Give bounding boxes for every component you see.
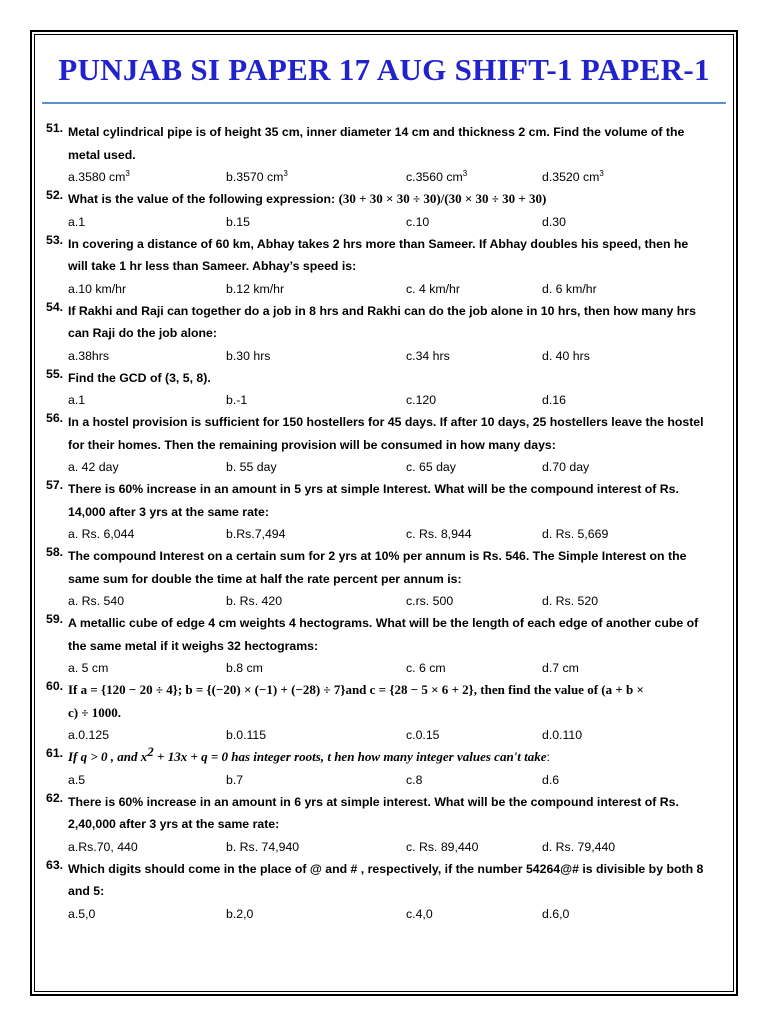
option-a[interactable]: a. Rs. 6,044 — [68, 527, 135, 541]
question-text: and 5: — [68, 884, 105, 898]
question-text: Find the GCD of (3, 5, 8). — [68, 370, 211, 385]
option-c[interactable]: c.3560 $cm^3$ — [406, 168, 468, 184]
options-53 — [68, 278, 730, 300]
question-text: can Raji do the job alone: — [68, 326, 217, 340]
option-a[interactable]: a.5 — [68, 772, 86, 787]
option-b[interactable]: b.7 — [226, 772, 244, 787]
question-text: will take 1 hr less than Sameer. Abhay’s speed is: — [68, 259, 357, 273]
option-a[interactable]: a.1 — [68, 393, 86, 407]
question-number: 53. — [46, 232, 64, 247]
option-b[interactable]: b.15 — [226, 214, 250, 229]
option-d[interactable]: d. 40 hrs — [542, 348, 590, 363]
question-number: 57. — [46, 478, 64, 492]
question-52 — [46, 188, 730, 211]
question-text: There is 60% increase in an amount in 5 yrs at simple Interest. What will be the compound interest of Rs. — [68, 482, 679, 496]
option-a[interactable]: a.1 — [68, 214, 86, 229]
option-b[interactable]: b.0.115 — [226, 728, 267, 742]
option-d[interactable]: d. Rs. 520 — [542, 594, 599, 608]
option-c[interactable]: c.4,0 — [406, 906, 433, 921]
question-number: 52. — [46, 188, 64, 202]
options-60 — [68, 724, 730, 746]
option-d[interactable]: d.3520 $cm^3$ — [542, 168, 604, 184]
question-55 — [46, 367, 730, 390]
question-text: If a = {120 − 20 ÷ 4}; b = {(−20) × (−1) + (−28) ÷ 7}and c = {28 − 5 × 6 + 2}, then find the value of (a + b × — [68, 682, 644, 697]
question-number: 58. — [46, 545, 64, 559]
options-59 — [68, 657, 730, 679]
question-number: 60. — [46, 679, 64, 693]
option-c[interactable]: c. 65 day — [406, 460, 456, 474]
question-text: Metal cylindrical pipe is of height 35 cm, inner diameter 14 cm and thickness 2 cm. Find the volume of the — [68, 125, 685, 139]
option-c[interactable]: c.8 — [406, 772, 423, 787]
options-62 — [68, 836, 730, 858]
question-number: 63. — [46, 857, 64, 872]
question-62 — [46, 791, 730, 836]
question-text: the same metal if it weighs 32 hectograms: — [68, 638, 319, 653]
option-d[interactable]: d. Rs. 5,669 — [542, 527, 609, 541]
question-text: In covering a distance of 60 km, Abhay takes 2 hrs more than Sameer. If Abhay doubles his speed, then he — [68, 236, 689, 251]
question-54 — [46, 300, 730, 345]
option-d[interactable]: d.30 — [542, 214, 566, 229]
options-51 — [68, 166, 730, 188]
question-number: 59. — [46, 612, 64, 626]
option-b[interactable]: b.3570 $cm^3$ — [226, 168, 288, 184]
question-58 — [46, 545, 730, 590]
options-58 — [68, 590, 730, 612]
option-a[interactable]: a. Rs. 540 — [68, 594, 125, 608]
question-text: same sum for double the time at half the rate percent per annum is: — [68, 571, 462, 586]
option-d[interactable]: d. 6 km/hr — [542, 281, 597, 296]
options-52 — [68, 211, 730, 233]
option-c[interactable]: c.34 hrs — [406, 348, 450, 363]
question-number: 54. — [46, 299, 64, 314]
question-text: Which digits should come in the place of @ and # , respectively, if the number 54264@# is divisible by both 8 — [68, 861, 704, 876]
question-51 — [46, 121, 730, 166]
options-61 — [68, 769, 730, 791]
question-61 — [46, 743, 730, 769]
option-a[interactable]: a.10 km/hr — [68, 281, 127, 296]
option-a[interactable]: a.Rs.70, 440 — [68, 839, 138, 854]
option-a[interactable]: a.5,0 — [68, 906, 96, 921]
question-53 — [46, 233, 730, 278]
option-a[interactable]: a.38hrs — [68, 348, 110, 363]
question-text: In a hostel provision is sufficient for 150 hostellers for 45 days. If after 10 days, 25 hostellers leave the hostel — [68, 415, 704, 429]
option-c[interactable]: c.10 — [406, 214, 430, 229]
option-b[interactable]: b. Rs. 420 — [226, 594, 283, 608]
question-list — [46, 121, 730, 925]
option-b[interactable]: b.2,0 — [226, 906, 254, 921]
question-57 — [46, 478, 730, 523]
option-c[interactable]: c.rs. 500 — [406, 594, 454, 608]
option-a[interactable]: a.0.125 — [68, 728, 110, 742]
option-c[interactable]: c.0.15 — [406, 728, 440, 742]
option-d[interactable]: d.70 day — [542, 460, 590, 474]
option-b[interactable]: b.8 cm — [226, 661, 263, 675]
option-d[interactable]: d.7 cm — [542, 661, 579, 675]
option-d[interactable]: d.16 — [542, 393, 566, 407]
option-a[interactable]: a.3580 $cm^3$ — [68, 168, 130, 184]
question-63 — [46, 858, 730, 903]
question-56 — [46, 411, 730, 456]
question-text: metal used. — [68, 147, 136, 162]
question-text: c) ÷ 1000. — [68, 704, 121, 720]
question-60 — [46, 679, 730, 724]
question-number: 61. — [46, 746, 64, 760]
question-text: The compound Interest on a certain sum for 2 yrs at 10% per annum is Rs. 546. The Simple Interest on the — [68, 549, 687, 563]
option-c[interactable]: c. Rs. 89,440 — [406, 839, 479, 854]
question-text: If q > 0 , and $x^2 + 13x + q = 0$ has integer roots, t hen how many integer values can't take: — [68, 743, 550, 764]
option-b[interactable]: b.Rs.7,494 — [226, 527, 286, 541]
option-c[interactable]: c.120 — [406, 393, 437, 407]
option-c[interactable]: c. 4 km/hr — [406, 281, 460, 296]
question-text: 14,000 after 3 yrs at the same rate: — [68, 504, 269, 519]
option-a[interactable]: a. 5 cm — [68, 661, 109, 675]
options-55 — [68, 389, 730, 411]
options-63 — [68, 903, 730, 925]
option-b[interactable]: b. Rs. 74,940 — [226, 839, 300, 854]
options-57 — [68, 523, 730, 545]
math-expression: (30 + 30 × 30 ÷ 30)/(30 × 30 ÷ 30 + 30) — [338, 191, 547, 206]
option-b[interactable]: b. 55 day — [226, 460, 277, 474]
title-divider — [42, 102, 726, 104]
question-text: A metallic cube of edge 4 cm weights 4 hectograms. What will be the length of each edge of another cube of — [68, 616, 699, 630]
options-56 — [68, 456, 730, 478]
question-number: 55. — [46, 366, 64, 381]
page-title: PUNJAB SI PAPER 17 AUG SHIFT-1 PAPER-1 — [58, 52, 710, 87]
option-b[interactable]: b.12 km/hr — [226, 281, 285, 296]
question-text: for their homes. Then the remaining provision will be consumed in how many days: — [68, 437, 556, 452]
option-c[interactable]: c. 6 cm — [406, 661, 446, 675]
question-text: What is the value of the following expression: — [68, 192, 339, 206]
option-d[interactable]: d.6,0 — [542, 906, 570, 921]
option-b[interactable]: b.30 hrs — [226, 348, 271, 363]
option-d[interactable]: d.6 — [542, 772, 560, 787]
option-c[interactable]: c. Rs. 8,944 — [406, 527, 472, 541]
question-text: There is 60% increase in an amount in 6 yrs at simple interest. What will be the compound interest of Rs. — [68, 794, 679, 809]
option-a[interactable]: a. 42 day — [68, 460, 119, 474]
options-54 — [68, 345, 730, 367]
question-text: If Rakhi and Raji can together do a job in 8 hrs and Rakhi can do the job alone in 10 hrs, then how many hrs — [68, 303, 696, 318]
option-d[interactable]: d.0.110 — [542, 728, 583, 742]
question-text: 2,40,000 after 3 yrs at the same rate: — [68, 817, 280, 831]
question-59 — [46, 612, 730, 657]
question-number: 51. — [46, 121, 64, 135]
option-b[interactable]: b.-1 — [226, 393, 248, 407]
question-number: 62. — [46, 790, 64, 805]
option-d[interactable]: d. Rs. 79,440 — [542, 839, 616, 854]
question-number: 56. — [46, 411, 64, 425]
